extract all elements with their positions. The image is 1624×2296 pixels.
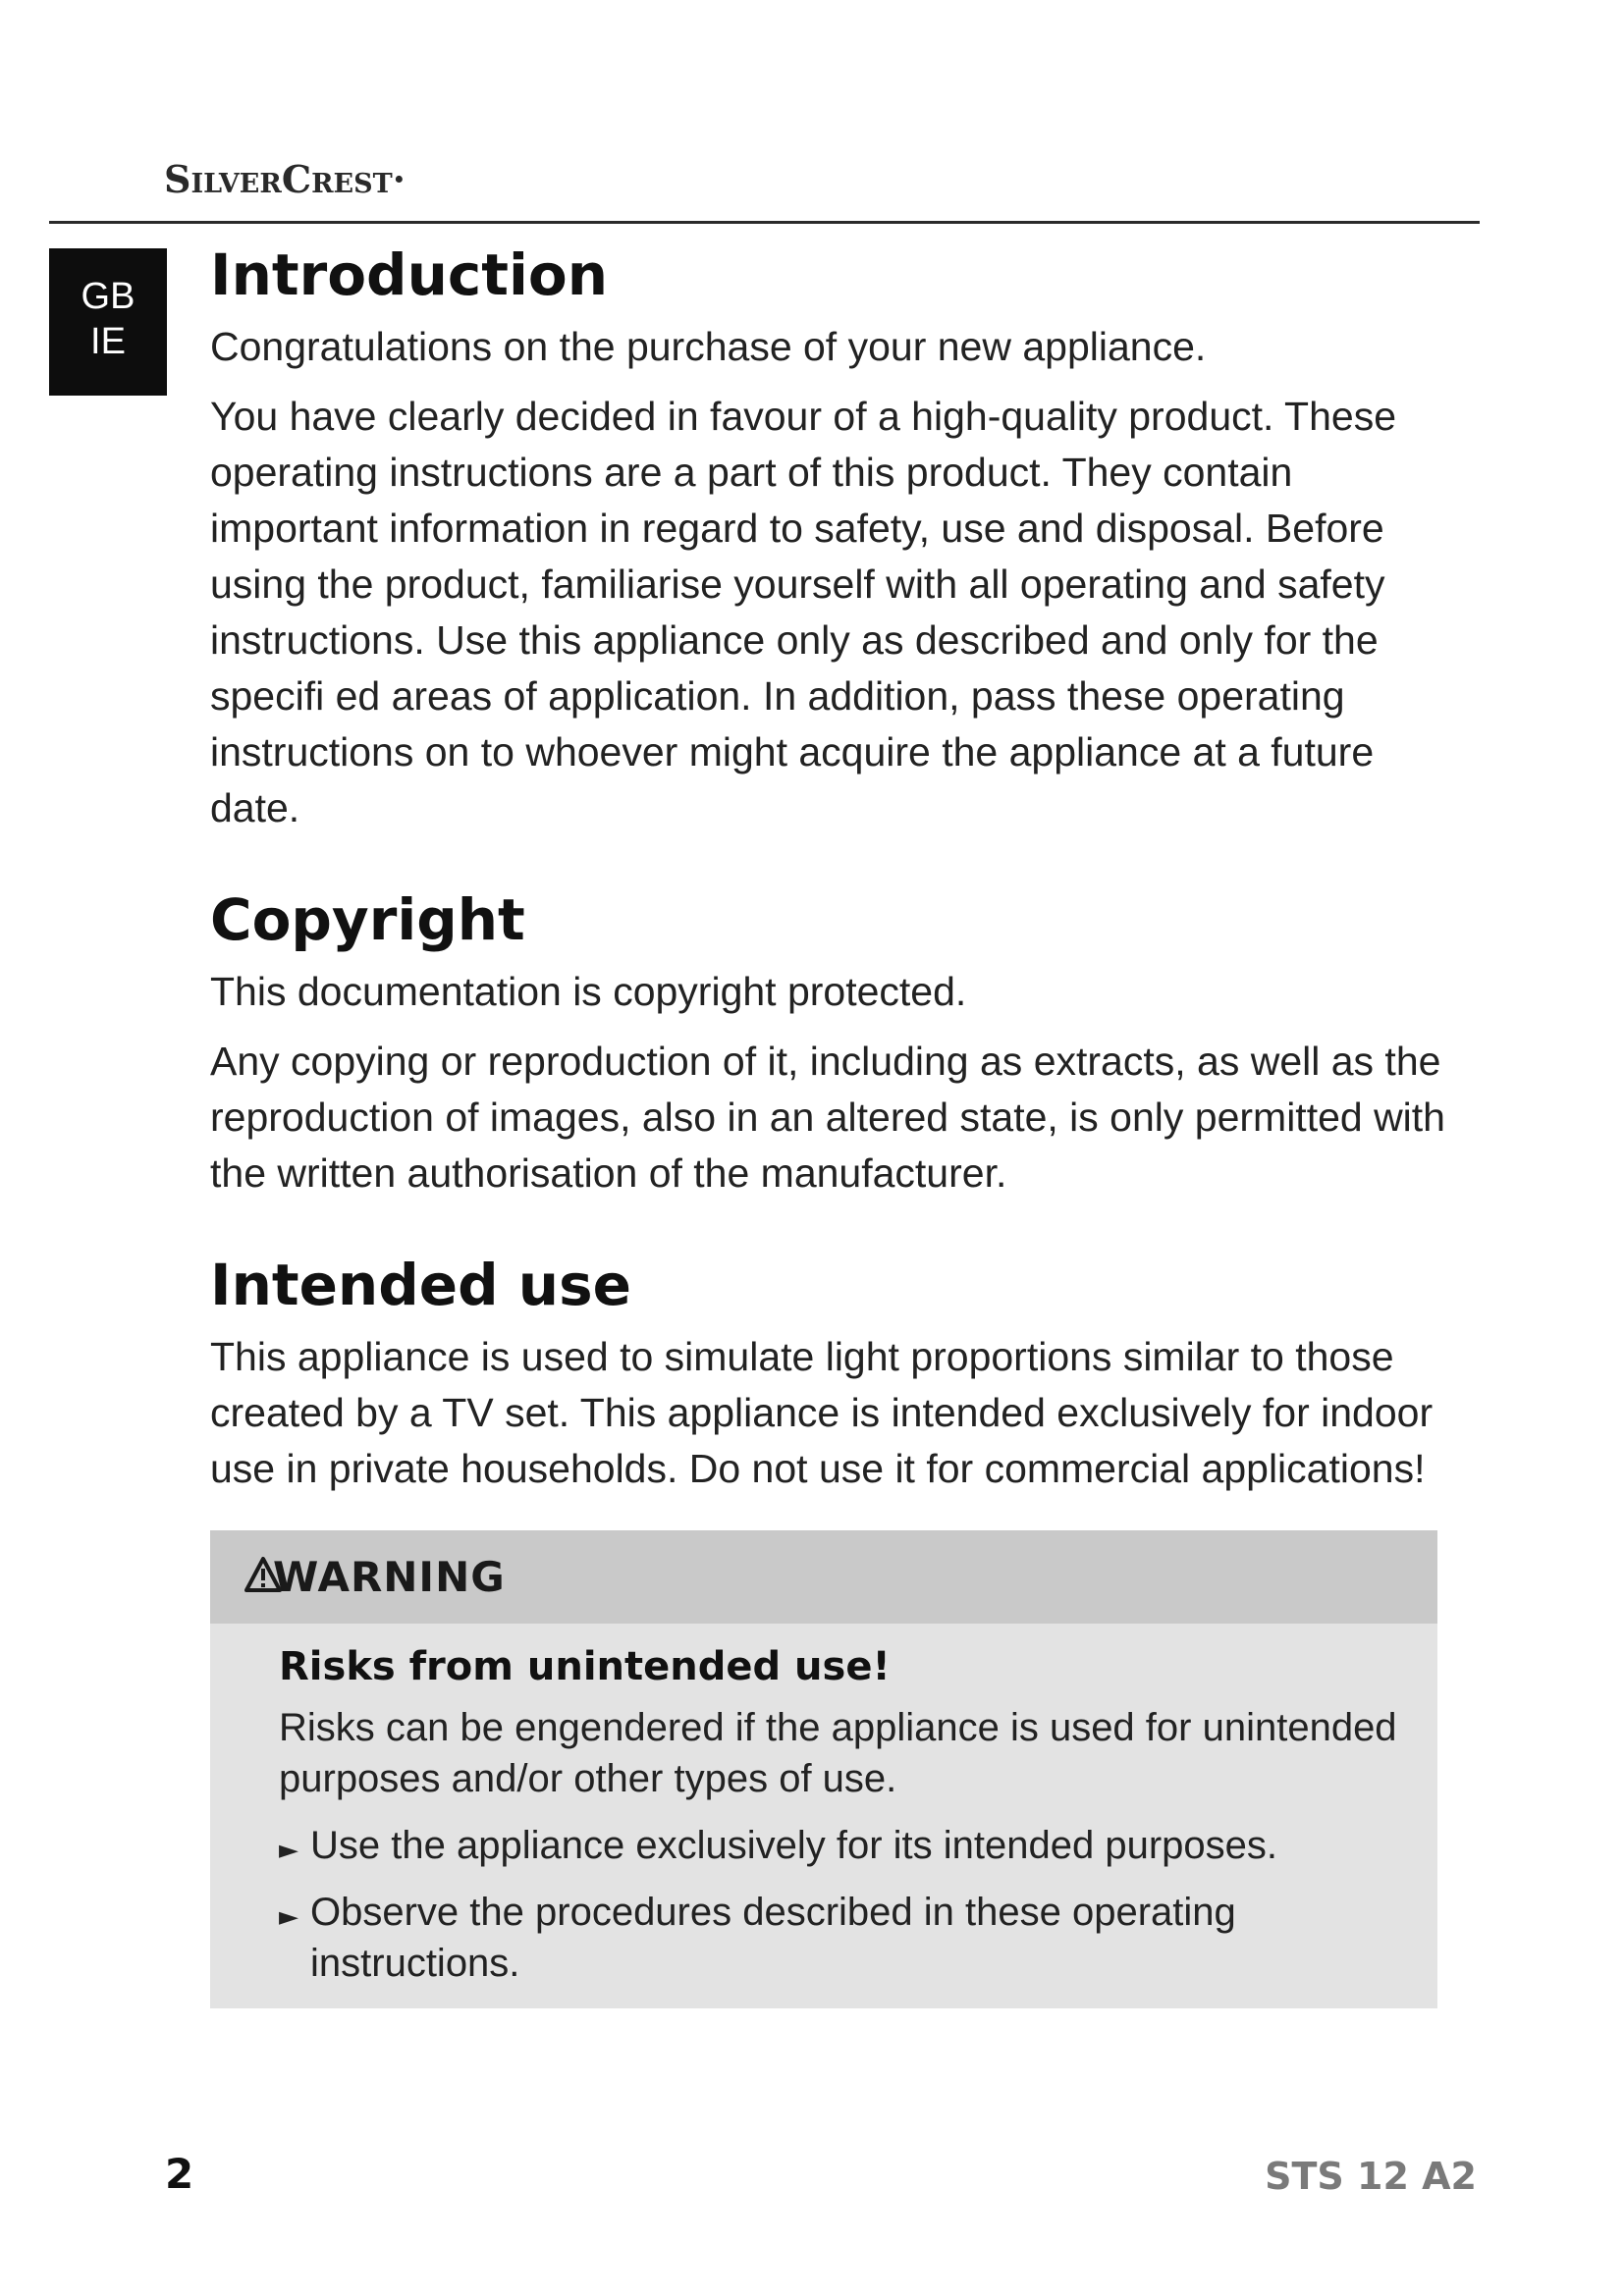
bullet-arrow-icon: ►: [279, 1902, 298, 1932]
introduction-lead: Congratulations on the purchase of your new appliance.: [210, 324, 1207, 369]
introduction-heading: Introduction: [210, 241, 608, 308]
language-code-ie: IE: [90, 321, 126, 362]
warning-label: WARNING: [273, 1553, 506, 1601]
warning-bullet: [279, 1820, 1398, 1871]
brand-mark: ·: [392, 157, 406, 201]
bullet-arrow-icon: ►: [279, 1836, 298, 1865]
header-divider: [49, 221, 1480, 224]
warning-box: [210, 1530, 1437, 2008]
warning-triangle-icon: [244, 1555, 283, 1594]
warning-bullet-text: Use the appliance exclusively for its intended purposes.: [310, 1824, 1277, 1867]
copyright-body: Any copying or reproduction of it, including as extracts, as well as the reproduction of images, also in an altered state, is only permitted with the written authorisation of the manufacturer.: [210, 1039, 1445, 1196]
page-content: [210, 240, 1447, 2008]
language-code-gb: GB: [81, 276, 135, 317]
copyright-heading: Copyright: [210, 886, 525, 953]
introduction-body: You have clearly decided in favour of a high-quality product. These operating instructions are a part of this product. They contain important information in regard to safety, use and disposal. Before using the product, familiarise yourself with all operating and safety instructions. Use this appliance only as described and only for the specifi ed areas of application. In addition, pass these operating instructions on to whoever might acquire the appliance at a future date.: [210, 394, 1396, 830]
warning-bullet: [279, 1887, 1398, 1989]
warning-text: Risks can be engendered if the appliance is used for unintended purposes and/or other types of use.: [279, 1706, 1397, 1800]
warning-subtitle: Risks from unintended use!: [279, 1644, 891, 1689]
intended-use-heading: Intended use: [210, 1252, 631, 1318]
brand-name: SilverCrest: [164, 157, 393, 201]
warning-body: [210, 1624, 1437, 2008]
warning-bullet-text: Observe the procedures described in these operating instructions.: [310, 1891, 1236, 1985]
copyright-lead: This documentation is copyright protected.: [210, 969, 967, 1014]
brand-logo: [164, 157, 406, 201]
page-number: 2: [165, 2150, 194, 2198]
intended-use-body: This appliance is used to simulate light proportions similar to those created by a TV set. This appliance is intended exclusively for indoor use in private households. Do not use it for commercial applications!: [210, 1334, 1434, 1491]
warning-header: [210, 1530, 1437, 1624]
model-number: STS 12 A2: [1265, 2155, 1477, 2198]
language-tab: [49, 248, 167, 396]
